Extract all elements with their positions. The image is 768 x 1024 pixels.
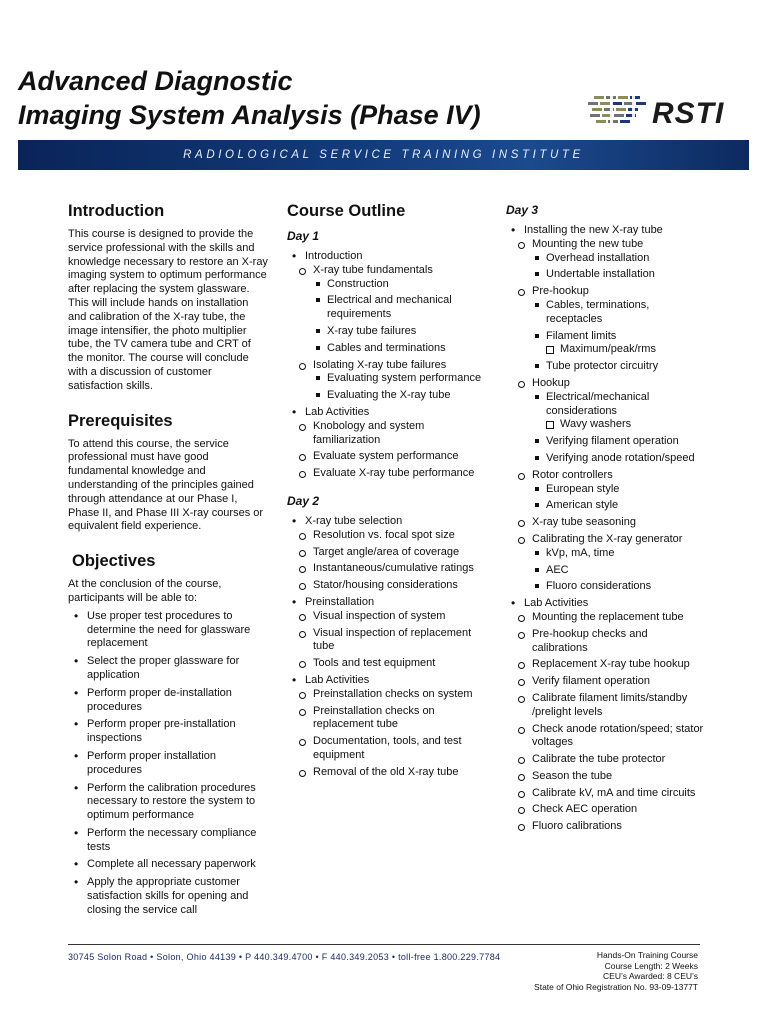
list-item: Undertable installation: [506, 268, 706, 282]
list-item: • Perform the necessary compliance tests: [68, 827, 268, 855]
list-item: • Lab Activities Preinstallation checks on system Preinstallation checks on replacement tube Documentation, tools, and test equipment Removal of the old X-ray tube: [287, 674, 487, 780]
introduction-section: [68, 200, 268, 394]
list-item: Replacement X-ray tube hookup: [506, 658, 706, 672]
list-item: Evaluating system performance: [287, 372, 487, 386]
introduction-heading: Introduction: [68, 202, 165, 220]
day1-heading: Day 1: [287, 229, 320, 243]
list-item: Fluoro considerations: [506, 580, 706, 594]
banner: RADIOLOGICAL SERVICE TRAINING INSTITUTE: [18, 140, 749, 170]
course-info: [534, 950, 698, 992]
list-item: Cables and terminations: [287, 342, 487, 356]
list-item: X-ray tube seasoning: [506, 516, 706, 530]
list-item: Pre-hookup Cables, terminations, receptacles Filament limits Maximum/peak/rms Tube protector circuitry: [506, 285, 706, 374]
page-title: [18, 64, 481, 132]
list-item: Hookup Electrical/mechanical considerations Wavy washers Verifying filament operation Verifying anode rotation/speed: [506, 377, 706, 466]
list-item: • Preinstallation Visual inspection of system Visual inspection of replacement tube Tools and test equipment: [287, 596, 487, 671]
list-item: Calibrate kV, mA and time circuits: [506, 787, 706, 801]
list-item: kVp, mA, time: [506, 547, 706, 561]
list-item: Calibrating the X-ray generator kVp, mA, time AEC Fluoro considerations: [506, 533, 706, 594]
list-item: • Select the proper glassware for application: [68, 655, 268, 683]
course-type: Hands-On Training Course: [596, 950, 698, 960]
list-item: Filament limits Maximum/peak/rms: [506, 330, 706, 358]
list-item: Check anode rotation/speed; stator voltages: [506, 723, 706, 751]
list-item: • Perform the calibration procedures necessary to restore the system to optimum performance: [68, 782, 268, 823]
list-item: Verifying filament operation: [506, 435, 706, 449]
day1-list: [287, 250, 487, 481]
day2-list: [287, 515, 487, 780]
list-item: • Installing the new X-ray tube Mounting the new tube Overhead installation Undertable installation Pre-hookup Cables, terminations, receptacles Filament limits Maximum/peak/rms Tube protector circuitry Hookup Electrical/mechanical considerations Wavy washers Verifying filament operation Verifying anode rotation/speed Rotor controllers European style American style X-ray tube seasoning Calibrating the X-ray generator kVp, mA, time AEC Fluoro considerations: [506, 224, 706, 594]
list-item: Mounting the replacement tube: [506, 611, 706, 625]
list-item: Preinstallation checks on system: [287, 688, 487, 702]
list-item: Rotor controllers European style American style: [506, 469, 706, 513]
list-item: X-ray tube failures: [287, 325, 487, 339]
right-column: [506, 202, 706, 837]
middle-column: [287, 200, 487, 783]
list-item: Evaluate X-ray tube performance: [287, 467, 487, 481]
list-item: Electrical and mechanical requirements: [287, 294, 487, 322]
left-column: [68, 200, 268, 934]
objectives-list: [68, 610, 268, 918]
list-item: Fluoro calibrations: [506, 820, 706, 834]
list-item: • Use proper test procedures to determine the need for glassware replacement: [68, 610, 268, 651]
list-item: Removal of the old X-ray tube: [287, 766, 487, 780]
list-item: Visual inspection of system: [287, 610, 487, 624]
objectives-heading: Objectives: [72, 552, 156, 571]
list-item: Evaluating the X-ray tube: [287, 389, 487, 403]
list-item: • Perform proper de-installation procedures: [68, 687, 268, 715]
list-item: Visual inspection of replacement tube: [287, 627, 487, 655]
prerequisites-heading: Prerequisites: [68, 411, 173, 430]
list-item: • Lab Activities Mounting the replacement tube Pre-hookup checks and calibrations Replacement X-ray tube hookup Verify filament operation Calibrate filament limits/standby /prelight levels Check anode rotation/speed; stator voltages Calibrate the tube protector Season the tube Calibrate kV, mA and time circuits Check AEC operation Fluoro calibrations: [506, 597, 706, 834]
list-item: Pre-hookup checks and calibrations: [506, 628, 706, 656]
list-item: Target angle/area of coverage: [287, 546, 487, 560]
day2-heading: Day 2: [287, 493, 320, 508]
list-item: Mounting the new tube Overhead installation Undertable installation: [506, 238, 706, 282]
list-item: Documentation, tools, and test equipment: [287, 735, 487, 763]
list-item: • Complete all necessary paperwork: [68, 858, 268, 872]
list-item: Evaluate system performance: [287, 450, 487, 464]
footer-divider: [68, 944, 700, 945]
list-item: Resolution vs. focal spot size: [287, 529, 487, 543]
list-item: • X-ray tube selection Resolution vs. focal spot size Target angle/area of coverage Instantaneous/cumulative ratings Stator/housing considerations: [287, 515, 487, 593]
course-outline-heading: Course Outline: [287, 202, 406, 220]
list-item: Season the tube: [506, 770, 706, 784]
list-item: Calibrate filament limits/standby /prelight levels: [506, 692, 706, 720]
list-item: • Apply the appropriate customer satisfaction skills for opening and closing the service call: [68, 876, 268, 917]
list-item: Instantaneous/cumulative ratings: [287, 562, 487, 576]
list-item: Verify filament operation: [506, 675, 706, 689]
day3-list: [506, 224, 706, 834]
list-item: Verifying anode rotation/speed: [506, 452, 706, 466]
list-item: Overhead installation: [506, 252, 706, 266]
list-item: Tube protector circuitry: [506, 360, 706, 374]
list-item: • Lab Activities Knobology and system familiarization Evaluate system performance Evaluate X-ray tube performance: [287, 406, 487, 481]
list-item: Maximum/peak/rms: [506, 343, 706, 357]
ceus-awarded: CEU’s Awarded: 8 CEU’s: [603, 971, 698, 981]
registration-number: State of Ohio Registration No. 93-09-1377T: [534, 981, 698, 992]
list-item: Knobology and system familiarization: [287, 420, 487, 448]
day3-heading: Day 3: [506, 203, 539, 217]
prerequisites-body: To attend this course, the service professional must have good fundamental knowledge and understanding of the principles gained through attendance at our Phase I, Phase II, and Phase III X-ray courses or equivalent field experience.: [68, 437, 264, 533]
list-item: Stator/housing considerations: [287, 579, 487, 593]
list-item: Cables, terminations, receptacles: [506, 299, 706, 327]
list-item: AEC: [506, 564, 706, 578]
course-length: Course Length: 2 Weeks: [604, 960, 698, 971]
objectives-intro: At the conclusion of the course, participants will be able to:: [68, 578, 222, 604]
list-item: Tools and test equipment: [287, 657, 487, 671]
introduction-body: This course is designed to provide the service professional with the skills and knowledge necessary to restore an X-ray imaging system to optimum performance after replacing the system glassware. This will include hands on installation and calibration of the X-ray tube, the image intensifier, the photo multiplier tube, the TV camera tube and CRT of the monitor. The course will conclude with a discussion of customer satisfaction skills.: [68, 228, 268, 392]
list-item: Preinstallation checks on replacement tube: [287, 705, 487, 733]
list-item: • Perform proper pre-installation inspections: [68, 718, 268, 746]
list-item: Construction: [287, 278, 487, 292]
list-item: Check AEC operation: [506, 803, 706, 817]
title-line-1: Advanced Diagnostic: [18, 66, 293, 96]
list-item: Wavy washers: [506, 418, 706, 432]
footer-address: 30745 Solon Road • Solon, Ohio 44139 • P 440.349.4700 • F 440.349.2053 • toll-free 1.800.229.7784: [68, 952, 501, 962]
list-item: Electrical/mechanical considerations Wavy washers: [506, 391, 706, 432]
objectives-section: [68, 550, 268, 918]
logo-text: RSTI: [652, 97, 725, 130]
list-item: X-ray tube fundamentals Construction Electrical and mechanical requirements X-ray tube failures Cables and terminations: [287, 264, 487, 356]
list-item: • Introduction X-ray tube fundamentals Construction Electrical and mechanical requirements X-ray tube failures Cables and terminations Isolating X-ray tube failures Evaluating system performance Evaluating the X-ray tube: [287, 250, 487, 403]
list-item: European style: [506, 483, 706, 497]
list-item: Calibrate the tube protector: [506, 753, 706, 767]
list-item: American style: [506, 499, 706, 513]
list-item: • Perform proper installation procedures: [68, 750, 268, 778]
title-line-2: Imaging System Analysis (Phase IV): [18, 100, 481, 130]
list-item: Isolating X-ray tube failures Evaluating system performance Evaluating the X-ray tube: [287, 359, 487, 403]
prerequisites-section: [68, 410, 268, 535]
